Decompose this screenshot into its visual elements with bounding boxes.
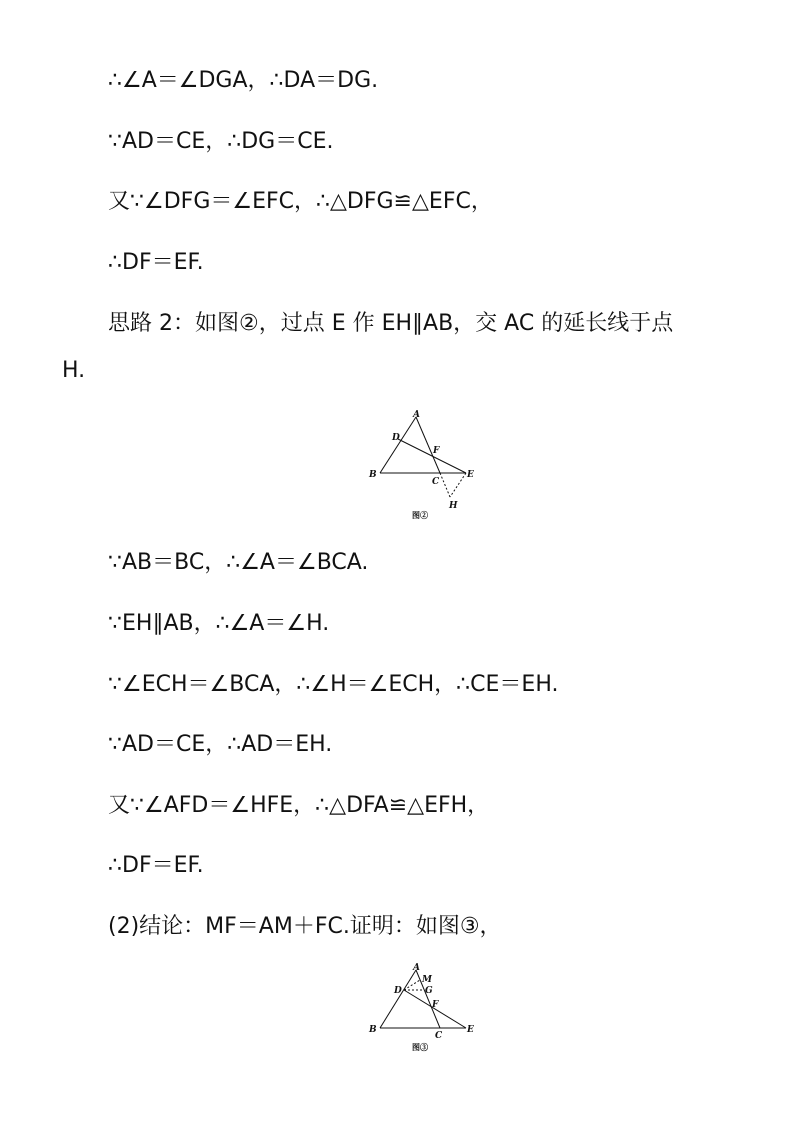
proof-line-9: 又∵∠AFD＝∠HFE，∴△DFA≌△EFH， <box>108 793 490 818</box>
idea-2-line: 思路 2：如图②，过点 E 作 EH∥AB，交 AC 的延长线于点 <box>108 311 674 336</box>
proof-line-2: ∵AD＝CE，∴DG＝CE. <box>108 129 334 154</box>
proof-line-10: ∴DF＝EF. <box>108 853 204 878</box>
proof-line-6: ∵EH∥AB，∴∠A＝∠H. <box>108 611 330 636</box>
fig3-caption: 图③ <box>412 1042 428 1052</box>
fig3-label-f: F <box>432 1000 439 1010</box>
fig3-label-b: B <box>369 1025 377 1035</box>
fig2-label-h: H <box>449 501 458 511</box>
fig3-label-g: G <box>425 986 433 996</box>
fig3-label-c: C <box>435 1031 443 1041</box>
fig3-label-m: M <box>422 975 432 985</box>
proof-line-8: ∵AD＝CE，∴AD＝EH. <box>108 732 333 757</box>
fig2-label-c: C <box>432 477 440 487</box>
fig2-label-a: A <box>413 410 420 420</box>
proof-line-1: ∴∠A＝∠DGA，∴DA＝DG. <box>108 68 379 93</box>
fig3-label-e: E <box>467 1025 474 1035</box>
fig2-label-e: E <box>467 470 474 480</box>
proof-line-4: ∴DF＝EF. <box>108 250 204 275</box>
proof-line-7: ∵∠ECH＝∠BCA，∴∠H＝∠ECH，∴CE＝EH. <box>108 672 559 697</box>
fig3-label-a: A <box>413 963 420 973</box>
fig2-caption: 图② <box>412 510 428 520</box>
proof-line-3: 又∵∠DFG＝∠EFC，∴△DFG≌△EFC， <box>108 189 493 214</box>
figure-3 <box>362 958 482 1058</box>
figure-2 <box>362 405 482 525</box>
proof-line-5: ∵AB＝BC，∴∠A＝∠BCA. <box>108 550 369 575</box>
fig2-label-d: D <box>392 433 400 443</box>
fig2-label-b: B <box>369 470 377 480</box>
part-2-conclusion: (2)结论：MF＝AM＋FC.证明：如图③， <box>108 914 502 939</box>
idea-2-line-cont: H. <box>62 358 86 383</box>
fig3-label-d: D <box>394 986 402 996</box>
fig2-label-f: F <box>433 446 440 456</box>
